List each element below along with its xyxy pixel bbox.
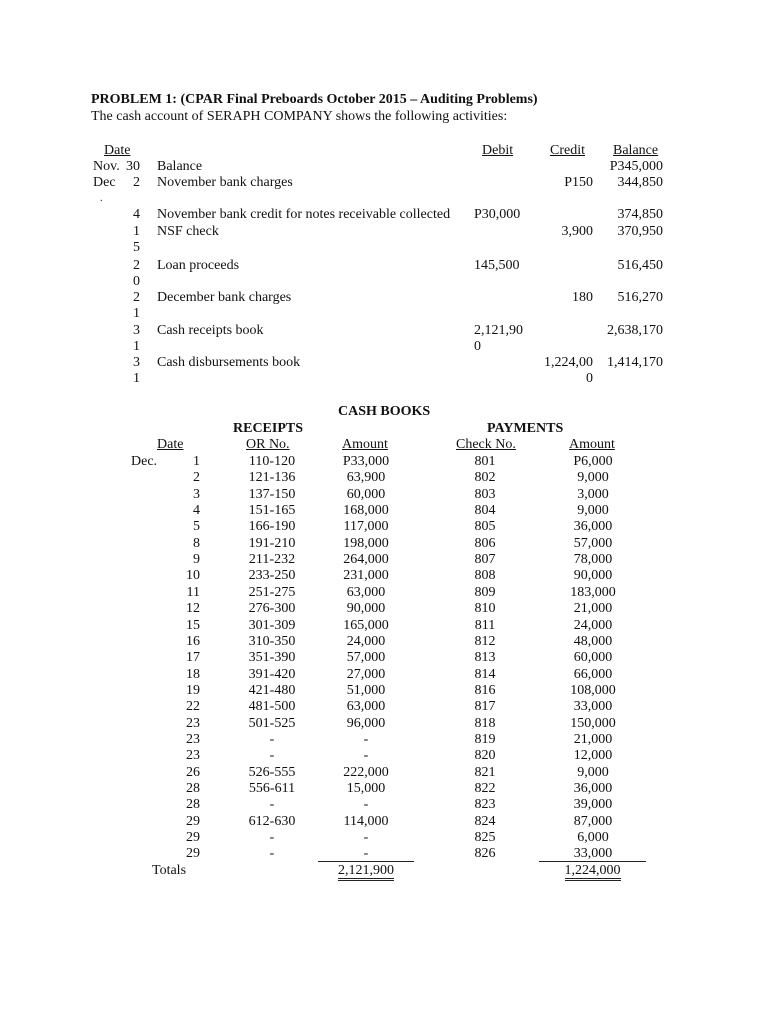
cb-day: 8 — [193, 535, 200, 551]
cash-book-row — [0, 568, 768, 584]
cb-check-number: 802 — [474, 470, 496, 486]
cb-or-number: 251-275 — [248, 584, 296, 600]
cb-or-number: 211-232 — [248, 552, 296, 568]
cb-receipt-amount: - — [363, 846, 369, 862]
cb-day: 23 — [186, 715, 200, 731]
cb-day: 16 — [186, 633, 200, 649]
cb-receipt-amount: - — [363, 797, 369, 813]
cb-check-number: 814 — [474, 666, 496, 682]
cb-payment-amount: 108,000 — [570, 682, 616, 698]
cb-day: 26 — [186, 764, 200, 780]
cb-payment-amount: 66,000 — [573, 666, 613, 682]
ledger-balance: 374,850 — [617, 207, 663, 222]
ledger-row — [0, 355, 768, 386]
totals-label: Totals — [152, 863, 187, 878]
ledger-description: NSF check — [157, 224, 219, 239]
cb-day: 23 — [186, 731, 200, 747]
cb-payment-amount: 57,000 — [573, 535, 613, 551]
cb-or-header: OR No. — [246, 437, 290, 452]
ledger-day: 2 — [133, 175, 140, 190]
cb-or-number: 166-190 — [248, 519, 296, 535]
cb-payment-amount: 39,000 — [573, 797, 613, 813]
cb-check-number: 811 — [474, 617, 496, 633]
cb-check-number: 823 — [474, 797, 496, 813]
cb-check-number: 804 — [474, 503, 496, 519]
cash-book-row — [0, 487, 768, 503]
cb-day: 28 — [186, 797, 200, 813]
cash-book-row — [0, 732, 768, 748]
cb-check-number: 820 — [474, 748, 496, 764]
ledger-balance: P345,000 — [609, 159, 663, 174]
ledger-description: November bank credit for notes receivable collected — [157, 207, 451, 222]
ledger-day: 2 0 — [133, 258, 140, 289]
ledger-debit: 145,500 — [474, 258, 520, 273]
cb-or-number: 501-525 — [248, 715, 296, 731]
cb-check-number: 807 — [474, 552, 496, 568]
cash-books-title: CASH BOOKS — [338, 404, 431, 419]
receipts-total-rule — [318, 861, 414, 862]
cb-payment-amount: 9,000 — [577, 503, 609, 519]
cb-payment-amount: 9,000 — [577, 470, 609, 486]
cash-book-row — [0, 454, 768, 470]
cb-day: 18 — [186, 666, 200, 682]
cb-or-number: - — [269, 731, 275, 747]
cb-payment-amount: 36,000 — [573, 519, 613, 535]
cb-day: 19 — [186, 682, 200, 698]
cb-receipt-amount: 264,000 — [343, 552, 389, 568]
ledger-credit: P150 — [564, 175, 593, 190]
ledger-description: December bank charges — [157, 290, 292, 305]
cb-receipt-amount: 60,000 — [346, 486, 386, 502]
ledger-balance: 1,414,170 — [607, 355, 663, 370]
stray-mark: . — [100, 193, 103, 204]
cb-payment-amount: 183,000 — [570, 584, 616, 600]
cb-or-number: 121-136 — [248, 470, 296, 486]
ledger-row — [0, 175, 768, 191]
cash-book-row — [0, 667, 768, 683]
cash-book-row — [0, 618, 768, 634]
ledger-credit: 180 — [572, 290, 593, 305]
ledger-balance: 2,638,170 — [607, 323, 663, 338]
ledger-balance: 516,270 — [617, 290, 663, 305]
receipts-title: RECEIPTS — [233, 421, 304, 436]
cb-payment-amount: 9,000 — [577, 764, 609, 780]
payments-total: 1,224,000 — [539, 863, 646, 879]
ledger-balance: 370,950 — [617, 224, 663, 239]
cb-day: 29 — [186, 813, 200, 829]
cb-day: 28 — [186, 781, 200, 796]
cb-payment-amount: 24,000 — [573, 617, 613, 633]
cb-or-number: 137-150 — [248, 486, 296, 502]
cb-check-number: 808 — [474, 568, 496, 584]
cb-or-number: 351-390 — [248, 650, 296, 666]
ledger-date-header: Date — [104, 143, 131, 158]
cash-book-row — [0, 585, 768, 601]
intro-text: The cash account of SERAPH COMPANY shows the following activities: — [91, 109, 508, 124]
cash-book-row — [0, 536, 768, 552]
cb-day: 2 — [193, 470, 200, 486]
cb-check-number: 816 — [474, 682, 496, 698]
cb-receipt-amount: - — [363, 830, 369, 846]
receipts-total: 2,121,900 — [318, 863, 414, 879]
cb-receipt-amount: 63,000 — [346, 699, 386, 715]
cb-receipt-amount: - — [363, 731, 369, 747]
cb-or-number: 612-630 — [248, 813, 296, 829]
cash-book-row — [0, 699, 768, 715]
cb-or-number: - — [269, 830, 275, 846]
cb-check-number: 826 — [474, 846, 496, 862]
cb-payment-amount: 6,000 — [577, 830, 609, 846]
cash-book-row — [0, 748, 768, 764]
ledger-debit: P30,000 — [474, 207, 521, 222]
cb-payment-amount: 33,000 — [573, 846, 613, 862]
ledger-day: 30 — [126, 159, 140, 174]
cb-check-header: Check No. — [456, 437, 516, 452]
ledger-month: Nov. — [93, 159, 120, 174]
cb-receipt-amount: 165,000 — [343, 617, 389, 633]
cb-or-number: 301-309 — [248, 617, 296, 633]
cb-or-number: 556-611 — [248, 781, 296, 796]
cb-payment-amount: 33,000 — [573, 699, 613, 715]
cash-book-row — [0, 470, 768, 486]
payments-title: PAYMENTS — [487, 421, 564, 436]
cb-or-number: - — [269, 846, 275, 862]
ledger-description: Loan proceeds — [157, 258, 240, 273]
cb-day: 29 — [186, 830, 200, 846]
cb-receipt-amount: 198,000 — [343, 535, 389, 551]
cb-check-number: 813 — [474, 650, 496, 666]
cb-day: 5 — [193, 519, 200, 535]
ledger-row — [0, 258, 768, 289]
ledger-credit-header: Credit — [550, 143, 585, 158]
cb-payment-amount: 21,000 — [573, 601, 613, 617]
cb-day: 10 — [186, 568, 200, 584]
ledger-row — [0, 290, 768, 321]
cash-book-row — [0, 601, 768, 617]
cb-check-number: 810 — [474, 601, 496, 617]
cb-receipt-amount: 57,000 — [346, 650, 386, 666]
cb-payment-amount: P6,000 — [573, 454, 613, 469]
cb-check-number: 824 — [474, 813, 496, 829]
cash-book-row — [0, 716, 768, 732]
cb-payment-amount: 21,000 — [573, 731, 613, 747]
cash-book-row — [0, 830, 768, 846]
cb-receipt-amount: 231,000 — [343, 568, 389, 584]
cash-book-row — [0, 683, 768, 699]
payments-total-rule — [539, 861, 646, 862]
cash-book-row — [0, 814, 768, 830]
ledger-description: Balance — [157, 159, 203, 174]
cb-receipt-amount: 90,000 — [346, 601, 386, 617]
cb-payment-amount: 78,000 — [573, 552, 613, 568]
cb-day: 29 — [186, 846, 200, 862]
ledger-row — [0, 224, 768, 255]
cb-day: 22 — [186, 699, 200, 715]
cash-book-row — [0, 503, 768, 519]
cash-book-row — [0, 765, 768, 781]
cb-payment-amount: 36,000 — [573, 781, 613, 796]
ledger-credit: 1,224,00 0 — [544, 355, 593, 386]
cb-receipt-amount: 96,000 — [346, 715, 386, 731]
cb-receipt-amount: 24,000 — [346, 633, 386, 649]
cb-or-number: 276-300 — [248, 601, 296, 617]
cb-or-number: 151-165 — [248, 503, 296, 519]
cb-check-number: 825 — [474, 830, 496, 846]
cb-payment-amount: 60,000 — [573, 650, 613, 666]
cb-check-number: 803 — [474, 486, 496, 502]
cb-day: 3 — [193, 486, 200, 502]
cb-or-number: 526-555 — [248, 764, 296, 780]
cb-receipt-amount: 168,000 — [343, 503, 389, 519]
ledger-balance: 516,450 — [617, 258, 663, 273]
cash-book-row — [0, 846, 768, 862]
problem-title: PROBLEM 1: (CPAR Final Preboards October 2015 – Auditing Problems) — [91, 92, 538, 107]
ledger-credit: 3,900 — [561, 224, 593, 239]
cb-payment-amount: 87,000 — [573, 813, 613, 829]
cb-check-number: 818 — [474, 715, 496, 731]
cb-month: Dec. — [131, 454, 158, 469]
cb-or-number: 481-500 — [248, 699, 296, 715]
cb-receipt-amount: 63,900 — [346, 470, 386, 486]
cb-check-number: 821 — [474, 764, 496, 780]
cb-or-number: - — [269, 797, 275, 813]
cb-day: 11 — [186, 584, 200, 600]
ledger-balance-header: Balance — [613, 143, 659, 158]
cb-check-number: 819 — [474, 731, 496, 747]
cb-day: 23 — [186, 748, 200, 764]
cb-check-number: 817 — [474, 699, 496, 715]
cb-check-number: 812 — [474, 633, 496, 649]
ledger-description: November bank charges — [157, 175, 293, 190]
cb-receipt-amount: 114,000 — [343, 813, 389, 829]
cb-payment-amount: 12,000 — [573, 748, 613, 764]
ledger-day: 3 1 — [133, 323, 140, 354]
cb-payment-amount: 90,000 — [573, 568, 613, 584]
cash-book-row — [0, 552, 768, 568]
cb-or-number: 191-210 — [248, 535, 296, 551]
cash-book-row — [0, 781, 768, 797]
cb-receipt-amount: 222,000 — [343, 764, 389, 780]
cb-or-number: 310-350 — [248, 633, 296, 649]
cash-book-row — [0, 519, 768, 535]
cb-receipt-amount: 15,000 — [346, 781, 386, 796]
ledger-debit: 2,121,90 0 — [474, 323, 523, 354]
cb-payment-amount-header: Amount — [569, 437, 615, 452]
cb-check-number: 801 — [474, 454, 496, 469]
cash-book-row — [0, 797, 768, 813]
ledger-month: Dec — [93, 175, 116, 190]
cb-day: 1 — [193, 454, 200, 469]
ledger-day: 3 1 — [133, 355, 140, 386]
cb-receipt-amount: 27,000 — [346, 666, 386, 682]
cb-or-number: 233-250 — [248, 568, 296, 584]
cb-day: 17 — [186, 650, 200, 666]
ledger-day: 4 — [133, 207, 140, 222]
cb-day: 9 — [193, 552, 200, 568]
cb-receipt-amount: 117,000 — [343, 519, 389, 535]
ledger-debit-header: Debit — [482, 143, 514, 158]
cb-day: 15 — [186, 617, 200, 633]
cb-or-number: 421-480 — [248, 682, 296, 698]
cb-receipt-amount: P33,000 — [342, 454, 390, 469]
cb-day: 12 — [186, 601, 200, 617]
cb-or-number: 391-420 — [248, 666, 296, 682]
cb-payment-amount: 48,000 — [573, 633, 613, 649]
cb-or-number: - — [269, 748, 275, 764]
cb-receipt-amount: - — [363, 748, 369, 764]
cash-book-row — [0, 650, 768, 666]
cb-date-header: Date — [157, 437, 184, 452]
ledger-day: 2 1 — [133, 290, 140, 321]
cb-receipt-amount: 63,000 — [346, 584, 386, 600]
cash-book-row — [0, 634, 768, 650]
ledger-row — [0, 323, 768, 354]
ledger-day: 1 5 — [133, 224, 140, 255]
cb-check-number: 806 — [474, 535, 496, 551]
ledger-description: Cash disbursements book — [157, 355, 301, 370]
ledger-description: Cash receipts book — [157, 323, 264, 338]
ledger-row — [0, 159, 768, 175]
cb-payment-amount: 150,000 — [570, 715, 616, 731]
cb-receipt-amount: 51,000 — [346, 682, 386, 698]
cb-check-number: 809 — [474, 584, 496, 600]
cb-receipt-amount-header: Amount — [342, 437, 388, 452]
ledger-row — [0, 207, 768, 223]
cb-check-number: 805 — [474, 519, 496, 535]
cb-check-number: 822 — [474, 781, 496, 796]
cb-or-number: 110-120 — [248, 454, 296, 469]
cb-payment-amount: 3,000 — [577, 486, 609, 502]
cb-day: 4 — [193, 503, 200, 519]
ledger-balance: 344,850 — [617, 175, 663, 190]
